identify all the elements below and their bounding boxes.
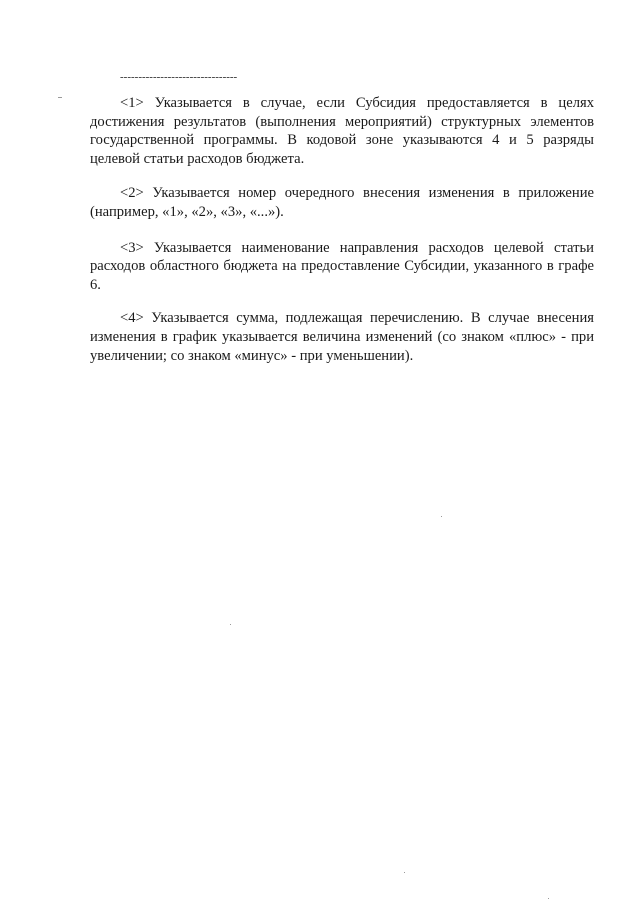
scan-speck <box>441 516 442 517</box>
scan-speck <box>548 898 549 899</box>
footnotes-list <box>90 94 594 381</box>
footnote-2: <2> Указывается номер очередного внесения изменения в приложение (например, «1», «2», «3», «...»). <box>90 185 594 220</box>
footnote-3: <3> Указывается наименование направления расходов целевой статьи расходов областного бюджета на предоставление Субсидии, указанного в графе 6. <box>90 239 594 293</box>
footnote-1: <1> Указывается в случае, если Субсидия предоставляется в целях достижения результатов (выполнения мероприятий) структурных элементов государственной программы. В кодовой зоне указываются 4 и 5 разряды целевой статьи расходов бюджета. <box>90 95 594 167</box>
footnote-4: <4> Указывается сумма, подлежащая перечислению. В случае внесения изменения в график указывается величина изменений (со знаком «плюс» - при увеличении; со знаком «минус» - при уменьшении). <box>90 310 594 364</box>
scan-speck <box>230 624 231 625</box>
footnote-separator: -------------------------------- <box>120 71 238 83</box>
scan-speck <box>58 97 62 98</box>
scan-speck <box>404 872 405 873</box>
